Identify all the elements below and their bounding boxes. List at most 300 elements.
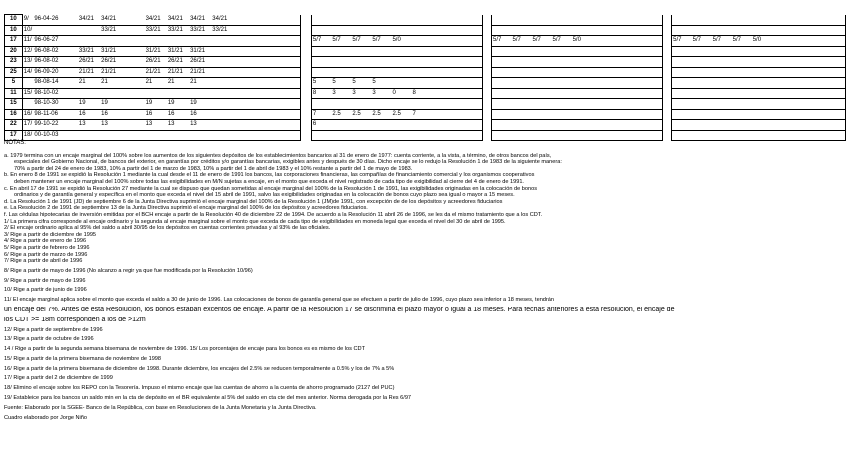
spacer (483, 46, 492, 57)
spacer (483, 130, 492, 141)
note-line: 13/ Rige a partir de octubre de 1996 (4, 336, 94, 343)
value-cell (431, 36, 451, 47)
value-cell (311, 46, 331, 57)
value-cell: 19 (100, 99, 122, 110)
spacer (300, 109, 311, 120)
reserve-table (4, 14, 846, 141)
value-cell (431, 78, 451, 89)
row-note (22, 99, 33, 110)
value-cell (512, 88, 532, 99)
value-cell (832, 88, 846, 99)
value-cell (211, 78, 233, 89)
value-cell (552, 46, 572, 57)
note-line: 6/ Rige a partir de marzo de 1996 (4, 251, 88, 258)
row-note: 15/ (22, 88, 33, 99)
value-cell (832, 25, 846, 36)
value-cell (712, 67, 732, 78)
value-cell (472, 88, 483, 99)
spacer (663, 57, 672, 68)
value-cell (431, 120, 451, 131)
value-cell (122, 88, 144, 99)
value-cell (391, 67, 411, 78)
value-cell: 5/7 (552, 36, 572, 47)
value-cell (632, 25, 652, 36)
value-cell (652, 57, 663, 68)
value-cell (351, 99, 371, 110)
value-cell (632, 36, 652, 47)
value-cell (492, 25, 512, 36)
value-cell (812, 78, 832, 89)
value-cell (411, 120, 431, 131)
value-cell (492, 78, 512, 89)
value-cell: 2.5 (331, 109, 351, 120)
value-cell (351, 130, 371, 141)
value-cell (772, 46, 792, 57)
value-cell (145, 88, 167, 99)
value-cell (712, 25, 732, 36)
value-cell (492, 15, 512, 26)
spacer (300, 36, 311, 47)
value-cell: 5/0 (572, 36, 592, 47)
value-cell (792, 25, 812, 36)
value-cell (351, 120, 371, 131)
value-cell (832, 120, 846, 131)
value-cell (792, 46, 812, 57)
row-note: 10/ (22, 25, 33, 36)
table-row (5, 15, 846, 26)
row-date: 96-04-26 (33, 15, 77, 26)
notes-section (4, 140, 846, 421)
value-cell: 34/21 (211, 15, 233, 26)
value-cell: 21 (167, 78, 189, 89)
value-cell (692, 57, 712, 68)
value-cell (78, 88, 100, 99)
value-cell (122, 57, 144, 68)
value-cell (612, 15, 632, 26)
notes-list (4, 153, 846, 422)
value-cell (692, 99, 712, 110)
value-cell (451, 36, 471, 47)
value-cell: 16 (189, 109, 211, 120)
value-cell (451, 130, 471, 141)
value-cell (351, 15, 371, 26)
value-cell (411, 46, 431, 57)
value-cell (752, 99, 772, 110)
value-cell: 3 (371, 88, 391, 99)
value-cell (812, 99, 832, 110)
value-cell (234, 15, 301, 26)
table-row (5, 120, 846, 131)
value-cell (431, 25, 451, 36)
value-cell (612, 78, 632, 89)
value-cell: 5/7 (532, 36, 552, 47)
spacer (663, 15, 672, 26)
value-cell (211, 109, 233, 120)
value-cell (512, 15, 532, 26)
row-number: 10 (5, 15, 23, 26)
spacer (300, 130, 311, 141)
value-cell (832, 67, 846, 78)
value-cell (812, 67, 832, 78)
value-cell (712, 78, 732, 89)
value-cell: 19 (78, 99, 100, 110)
table-row (5, 99, 846, 110)
row-number: 22 (5, 120, 23, 131)
value-cell (572, 88, 592, 99)
spacer (663, 36, 672, 47)
value-cell (692, 15, 712, 26)
value-cell: 31/21 (100, 46, 122, 57)
value-cell (632, 120, 652, 131)
value-cell (391, 46, 411, 57)
value-cell (472, 15, 483, 26)
value-cell (652, 15, 663, 26)
value-cell (492, 88, 512, 99)
notes-title: NOTAS: (4, 140, 26, 146)
value-cell (772, 25, 792, 36)
value-cell (492, 67, 512, 78)
value-cell (311, 130, 331, 141)
value-cell (812, 15, 832, 26)
spacer (663, 109, 672, 120)
value-cell: 34/21 (189, 15, 211, 26)
value-cell (652, 36, 663, 47)
value-cell: 19 (167, 99, 189, 110)
value-cell (532, 99, 552, 110)
value-cell (451, 46, 471, 57)
value-cell (672, 88, 692, 99)
value-cell: 31/21 (189, 46, 211, 57)
value-cell (792, 36, 812, 47)
value-cell (832, 57, 846, 68)
spacer (663, 88, 672, 99)
value-cell (512, 67, 532, 78)
value-cell (712, 109, 732, 120)
value-cell (772, 88, 792, 99)
value-cell (632, 78, 652, 89)
value-cell (612, 46, 632, 57)
value-cell (732, 78, 752, 89)
value-cell (772, 99, 792, 110)
value-cell (792, 15, 812, 26)
value-cell (189, 36, 211, 47)
value-cell: 6 (311, 120, 331, 131)
value-cell (431, 46, 451, 57)
value-cell (451, 120, 471, 131)
value-cell (812, 57, 832, 68)
value-cell (122, 130, 144, 141)
value-cell (512, 99, 532, 110)
value-cell (752, 130, 772, 141)
table-row (5, 130, 846, 141)
value-cell (431, 99, 451, 110)
value-cell: 33/21 (167, 25, 189, 36)
value-cell (792, 120, 812, 131)
value-cell (632, 46, 652, 57)
value-cell: 26/21 (78, 57, 100, 68)
value-cell (472, 46, 483, 57)
value-cell: 7 (411, 109, 431, 120)
note-line: 10/ Rige a partir de junio de 1996 (4, 287, 87, 294)
value-cell (792, 109, 812, 120)
spacer (483, 78, 492, 89)
value-cell (78, 36, 100, 47)
note-line: 3/ Rige a partir de diciembre de 1995 (4, 231, 97, 238)
value-cell (492, 46, 512, 57)
value-cell (451, 109, 471, 120)
value-cell (411, 15, 431, 26)
value-cell (431, 130, 451, 141)
note-line: ordinarios y de garantía general y específica en el monto que exceda el nivel del 15 abril de 1991, salvo las exigibilidades originadas en la colocación de bonos cuyo plazo sea igual o mayor a 15 meses. (14, 192, 515, 199)
value-cell (652, 130, 663, 141)
value-cell (351, 57, 371, 68)
note-line: 1/ La primera cifra corresponde al encaje ordinario y la segunda al encaje marginal sobre el monto que exceda de cada tipo de exigibilidades en moneda legal que exceda el nivel del 30 de abril de 1995. (4, 218, 506, 225)
value-cell (331, 130, 351, 141)
value-cell (672, 120, 692, 131)
row-number: 10 (5, 25, 23, 36)
value-cell: 26/21 (145, 57, 167, 68)
value-cell (692, 88, 712, 99)
value-cell (189, 130, 211, 141)
value-cell: 13 (189, 120, 211, 131)
note-line: Cuadro elaborado por Jorge Niño (4, 414, 88, 421)
value-cell: 33/21 (189, 25, 211, 36)
spacer (300, 15, 311, 26)
value-cell (592, 25, 612, 36)
value-cell (612, 88, 632, 99)
value-cell: 34/21 (100, 15, 122, 26)
value-cell (492, 109, 512, 120)
value-cell (234, 88, 301, 99)
value-cell (234, 67, 301, 78)
value-cell (211, 46, 233, 57)
value-cell: 2.5 (371, 109, 391, 120)
spacer (483, 109, 492, 120)
value-cell (391, 25, 411, 36)
value-cell (592, 120, 612, 131)
value-cell: 21 (100, 78, 122, 89)
value-cell (792, 78, 812, 89)
value-cell: 33/21 (78, 46, 100, 57)
value-cell (732, 67, 752, 78)
value-cell (234, 130, 301, 141)
note-line: Fuente: Elaborado por la SGEE- Banco de la República, con base en Resoluciones de la Junta Monetaria y la Junta Directiva. (4, 404, 317, 411)
spacer (483, 99, 492, 110)
value-cell (812, 130, 832, 141)
value-cell (532, 46, 552, 57)
value-cell (552, 109, 572, 120)
value-cell (492, 99, 512, 110)
value-cell (732, 109, 752, 120)
value-cell: 21/21 (189, 67, 211, 78)
value-cell (652, 67, 663, 78)
row-number: 17 (5, 36, 23, 47)
value-cell (331, 99, 351, 110)
row-note: 17/ (22, 120, 33, 131)
row-number: 16 (5, 109, 23, 120)
value-cell (752, 25, 772, 36)
value-cell (612, 99, 632, 110)
value-cell (672, 46, 692, 57)
value-cell (672, 25, 692, 36)
value-cell (792, 67, 812, 78)
value-cell (234, 46, 301, 57)
value-cell (234, 25, 301, 36)
value-cell (211, 130, 233, 141)
value-cell (632, 109, 652, 120)
value-cell (492, 120, 512, 131)
value-cell: 21/21 (167, 67, 189, 78)
value-cell (592, 78, 612, 89)
value-cell (122, 36, 144, 47)
spacer (663, 120, 672, 131)
value-cell (371, 120, 391, 131)
value-cell (572, 15, 592, 26)
value-cell (592, 15, 612, 26)
value-cell (772, 109, 792, 120)
row-date: 98-11-06 (33, 109, 77, 120)
value-cell (411, 36, 431, 47)
value-cell (592, 46, 612, 57)
value-cell: 26/21 (189, 57, 211, 68)
row-date: 96-06-27 (33, 36, 77, 47)
value-cell (752, 78, 772, 89)
value-cell: 16 (100, 109, 122, 120)
note-line: un encaje del 7%. Antes de esta Resolución, los bonos estaban excentos de encaje. A partir de la Resolución 17 se discrimina el plazo mayor o igual a 18 meses. Para fechas anteriores a esta resolución, el encaje de (4, 307, 675, 313)
value-cell (451, 15, 471, 26)
value-cell (100, 36, 122, 47)
value-cell (391, 120, 411, 131)
value-cell: 5/7 (732, 36, 752, 47)
value-cell (652, 109, 663, 120)
value-cell (652, 120, 663, 131)
value-cell: 34/21 (145, 15, 167, 26)
value-cell: 16 (167, 109, 189, 120)
value-cell (411, 57, 431, 68)
spacer (300, 78, 311, 89)
value-cell (732, 15, 752, 26)
value-cell: 19 (189, 99, 211, 110)
value-cell (712, 46, 732, 57)
value-cell (472, 36, 483, 47)
value-cell (572, 78, 592, 89)
value-cell (832, 36, 846, 47)
value-cell (451, 78, 471, 89)
value-cell (431, 67, 451, 78)
value-cell (752, 15, 772, 26)
note-line: e. La Resolución 2 de 1991 de septiembre 13 de la Junta Directiva suprimió el encaje marginal del 100% de los depósitos y acreedores fiduciarios. (4, 205, 368, 212)
row-number: 5 (5, 78, 23, 89)
value-cell (234, 36, 301, 47)
value-cell (411, 25, 431, 36)
value-cell (145, 36, 167, 47)
value-cell (712, 99, 732, 110)
row-number: 17 (5, 130, 23, 141)
table-row (5, 67, 846, 78)
value-cell (592, 88, 612, 99)
value-cell (532, 130, 552, 141)
value-cell (167, 36, 189, 47)
value-cell (692, 130, 712, 141)
row-date: 96-08-02 (33, 57, 77, 68)
value-cell: 33/21 (145, 25, 167, 36)
spacer (300, 57, 311, 68)
value-cell (167, 88, 189, 99)
value-cell: 21/21 (78, 67, 100, 78)
value-cell (612, 120, 632, 131)
value-cell: 21 (145, 78, 167, 89)
value-cell (472, 130, 483, 141)
note-line: deben mantener un encaje marginal del 100% sobre todas las exigibilidades en M/N sujetas a encaje, en el monto que exceda el nivel registrado de cada tipo de exigibilidad al cierre del 4 de enero de 1991. (14, 178, 524, 185)
reserve-requirements-table (4, 14, 846, 141)
value-cell (472, 25, 483, 36)
note-line: d. La Resolución 1 de 1991 (JD) de septiembre 6 de la Junta Directiva suprimió el encaje marginal del 100% de la Resolución 1 (JM)de 1991, con excepción de de los depósitos y acreedores fiduciarios (4, 198, 503, 205)
value-cell (792, 88, 812, 99)
row-number: 23 (5, 57, 23, 68)
value-cell (532, 78, 552, 89)
value-cell (672, 130, 692, 141)
value-cell (612, 109, 632, 120)
value-cell (552, 78, 572, 89)
value-cell (732, 130, 752, 141)
value-cell (772, 15, 792, 26)
value-cell (311, 57, 331, 68)
value-cell (100, 88, 122, 99)
value-cell (832, 99, 846, 110)
value-cell (552, 15, 572, 26)
value-cell (371, 15, 391, 26)
value-cell (431, 57, 451, 68)
value-cell: 5/7 (351, 36, 371, 47)
value-cell (552, 25, 572, 36)
spacer (663, 99, 672, 110)
value-cell (752, 67, 772, 78)
value-cell (592, 36, 612, 47)
value-cell (234, 99, 301, 110)
value-cell (512, 25, 532, 36)
value-cell (712, 57, 732, 68)
value-cell (812, 109, 832, 120)
value-cell (672, 78, 692, 89)
value-cell (592, 67, 612, 78)
value-cell (371, 46, 391, 57)
value-cell (512, 120, 532, 131)
value-cell (391, 15, 411, 26)
value-cell (772, 36, 792, 47)
value-cell (812, 120, 832, 131)
note-line: 4/ Rige a partir de enero de 1996 (4, 238, 87, 245)
value-cell (552, 120, 572, 131)
value-cell (100, 130, 122, 141)
value-cell (652, 99, 663, 110)
row-number: 15 (5, 99, 23, 110)
spacer (483, 67, 492, 78)
value-cell (331, 120, 351, 131)
spacer (300, 25, 311, 36)
value-cell: 21/21 (100, 67, 122, 78)
value-cell (431, 15, 451, 26)
note-line: 15/ Rige a partir de la primera bisemana de noviembre de 1998 (4, 355, 162, 362)
value-cell (351, 25, 371, 36)
value-cell (752, 109, 772, 120)
spacer (483, 88, 492, 99)
note-line: b. En enero 8 de 1991 se expidió la Resolución 1 mediante la cual desde el 11 de enero de 1991 los bancos, las corporaciones financieras, las compañías de financiamiento comercial y los organismos cooperativos (4, 172, 535, 179)
value-cell (211, 57, 233, 68)
value-cell (592, 109, 612, 120)
note-line: especiales del Gobierno Nacional, de bancos del exterior, en garantías por créditos y/o garantías bancarias, exigibles antes y después de 30 días. Dicho encaje se lo redujo la Resolución 1 de 1983 de la siguiente manera: (14, 159, 562, 166)
value-cell (812, 25, 832, 36)
value-cell (592, 130, 612, 141)
